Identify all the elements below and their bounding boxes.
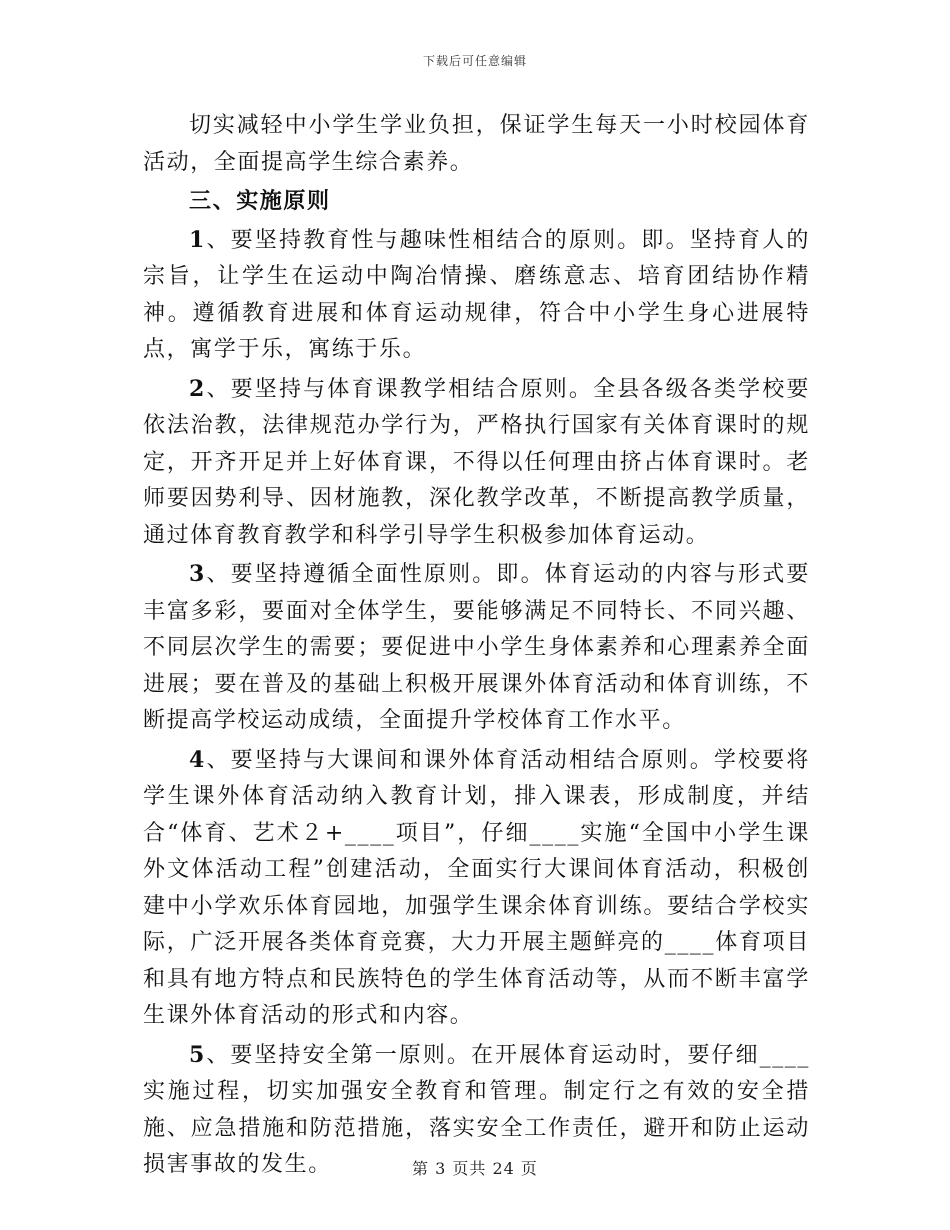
principle-paragraph-2 (143, 371, 810, 555)
principle-number: 1 (189, 226, 206, 253)
page-header: 下载后可任意编辑 (422, 54, 527, 68)
principle-text: 、要坚持教育性与趣味性相结合的原则。即。坚持育人的宗旨，让学生在运动中陶冶情操、磨练意志、培育团结协作精神。遵循教育进展和体育运动规律，符合中小学生身心进展特点，寓学于乐，寓练于乐。 (143, 227, 810, 362)
principle-number: 5 (189, 1041, 206, 1068)
page-footer: 第 3 页共 24 页 (412, 1159, 538, 1178)
principle-text: 、要坚持遵循全面性原则。即。体育运动的内容与形式要丰富多彩，要面对全体学生，要能够满足不同特长、不同兴趣、不同层次学生的需要；要促进中小学生身体素养和心理素养全面进展；要在普及的基础上积极开展课外体育活动和体育训练，不断提高学校运动成绩，全面提升学校体育工作水平。 (143, 562, 810, 733)
principle-text: 、要坚持安全第一原则。在开展体育运动时，要仔细____实施过程，切实加强安全教育和管理。制定行之有效的安全措施、应急措施和防范措施，落实安全工作责任，避开和防止运动损害事故的发生。 (143, 1042, 810, 1177)
principle-number: 2 (189, 375, 206, 402)
document-body (143, 108, 810, 1184)
intro-paragraph: 切实减轻中小学生学业负担，保证学生每天一小时校园体育活动，全面提高学生综合素养。 (143, 113, 810, 175)
principle-paragraph-3 (143, 556, 810, 740)
principle-number: 3 (189, 561, 206, 587)
section-heading: 三、实施原则 (189, 188, 331, 214)
principle-text: 、要坚持与体育课教学相结合原则。全县各级各类学校要依法治教，法律规范办学行为，严格执行国家有关体育课时的规定，开齐开足并上好体育课，不得以任何理由挤占体育课时。老师要因势利导、因材施教，深化教学改革，不断提高教学质量，通过体育教育教学和科学引导学生积极参加体育运动。 (143, 376, 810, 548)
principle-number: 4 (189, 746, 206, 773)
principle-paragraph-1 (143, 222, 810, 369)
principle-paragraph-4 (143, 742, 810, 1035)
principle-text: 、要坚持与大课间和课外体育活动相结合原则。学校要将学生课外体育活动纳入教育计划，排入课表，形成制度，并结合“体育、艺术２+____项目”，仔细____实施“全国中小学生课外文体活动工程”创建活动，全面实行大课间体育活动，积极创建中小学欢乐体育园地，加强学生课余体育训练。要结合学校实际，广泛开展各类体育竞赛，大力开展主题鲜亮的____体育项目和具有地方特点和民族特色的学生体育活动等，从而不断丰富学生课外体育活动的形式和内容。 (143, 747, 810, 1028)
